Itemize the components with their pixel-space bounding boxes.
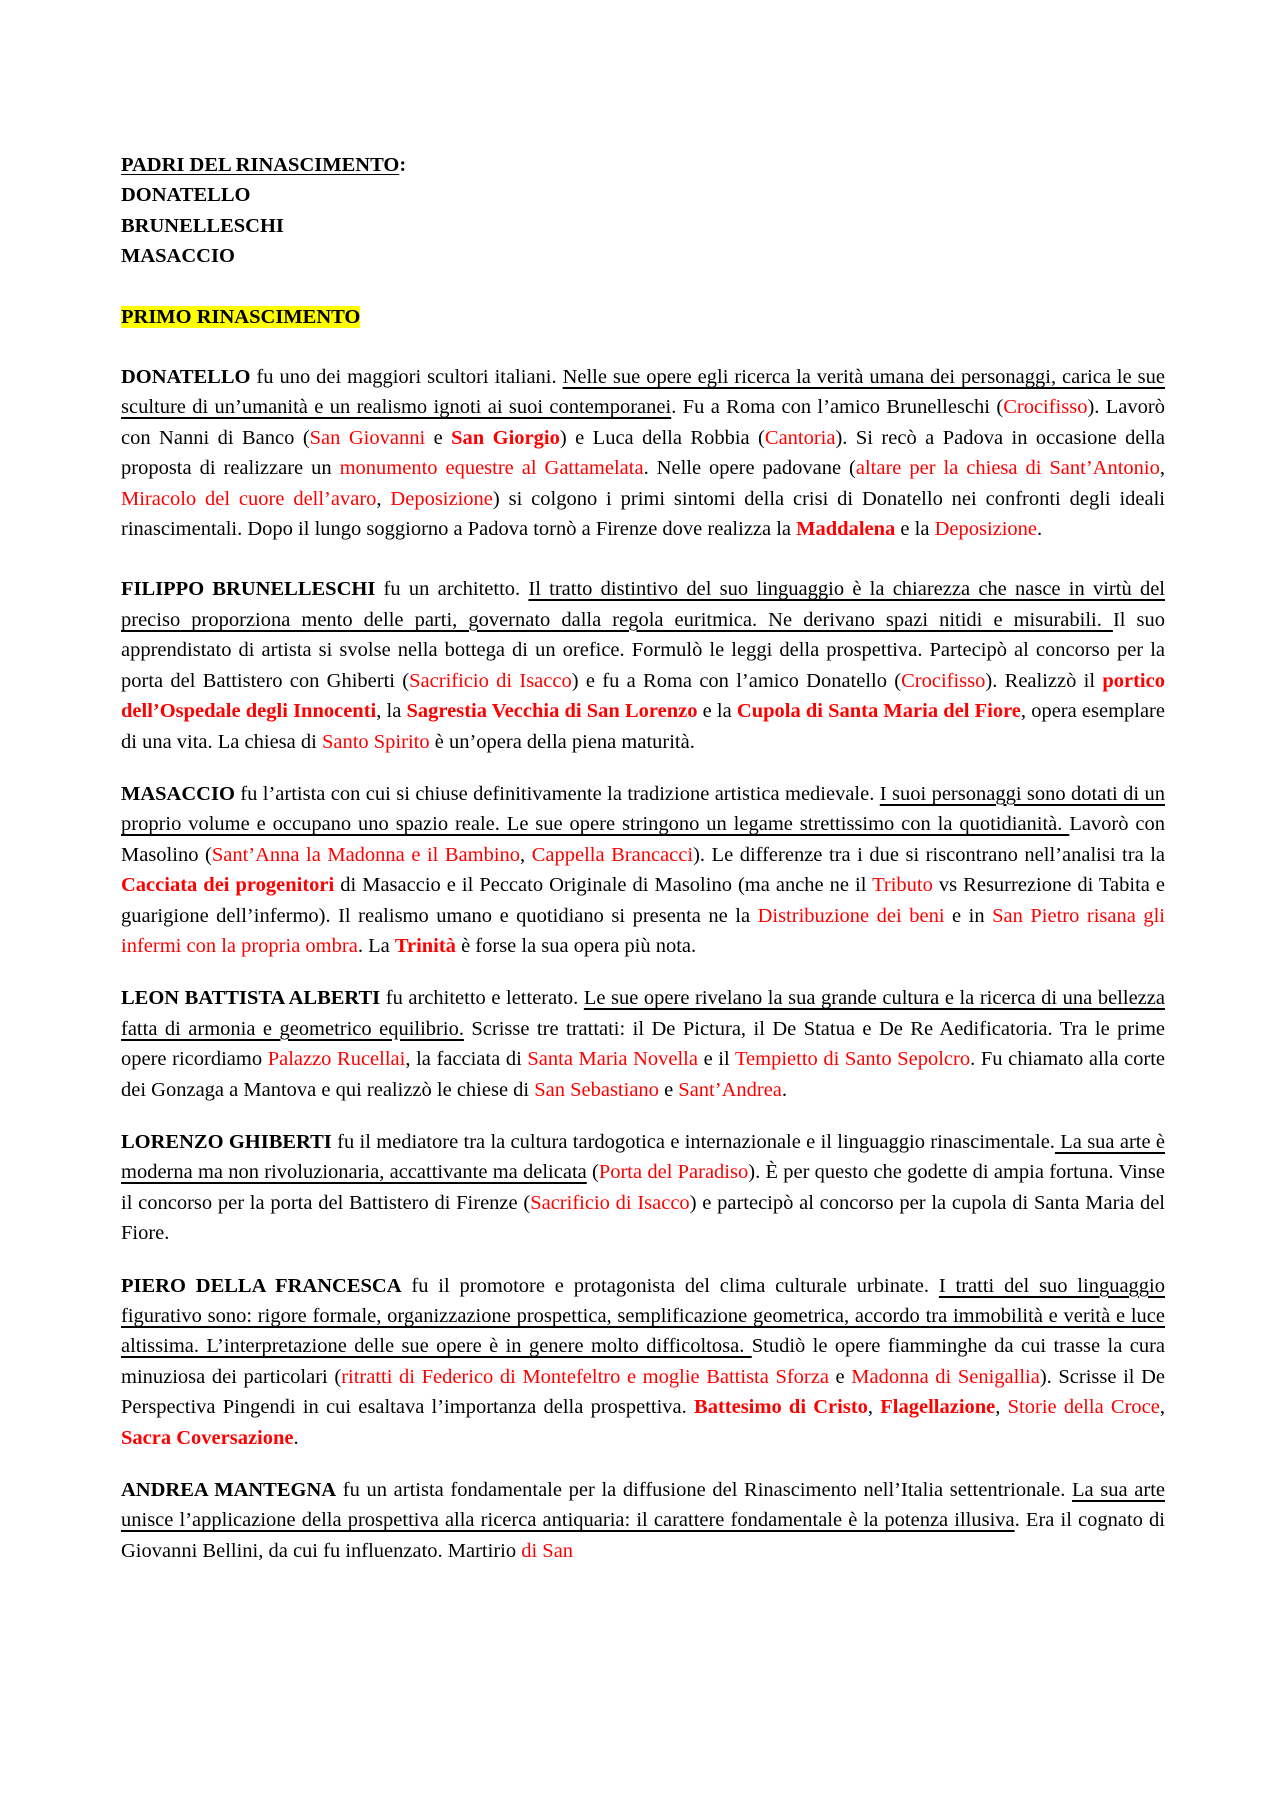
text-run: . La	[357, 934, 395, 957]
artwork-title: Trinità	[394, 934, 456, 957]
artwork-title: Cantoria	[764, 426, 836, 449]
artwork-title: Storie della Croce	[1007, 1396, 1160, 1419]
section-label	[121, 302, 1165, 332]
text-run: .	[781, 1078, 788, 1101]
artwork-title: San Giovanni	[309, 426, 426, 449]
text-run: ,	[376, 487, 391, 510]
artwork-title: Maddalena	[796, 518, 896, 541]
artwork-title: San Pietro risana gli infermi con la propria ombra	[121, 904, 1165, 957]
heading-name-donatello: DONATELLO	[121, 184, 251, 207]
artist-name: MASACCIO	[121, 782, 235, 805]
artwork-title: San Giorgio	[451, 426, 560, 449]
text-run: e in	[944, 904, 993, 927]
text-run: fu il promotore e protagonista del clima culturale urbinate.	[401, 1274, 939, 1297]
text-run: . Era il cognato di Giovanni Bellini, da cui fu influenzato. Martirio	[121, 1509, 1166, 1562]
artwork-title: Deposizione	[934, 518, 1038, 541]
artwork-title: Sacra Coversazione	[121, 1426, 294, 1449]
text-run: ,	[520, 843, 532, 866]
artwork-title: altare per la chiesa di Sant’Antonio	[855, 457, 1160, 480]
key-concept: Nelle sue opere egli ricerca la verità umana dei personaggi, carica le sue sculture di un’umanità e un realismo ignoti ai suoi contemporanei	[121, 366, 1165, 419]
artwork-title: di San	[521, 1539, 574, 1562]
document-title-colon: :	[399, 154, 407, 176]
text-run: Studiò le opere fiamminghe da cui trasse la cura minuziosa dei particolari (	[121, 1335, 1165, 1388]
artwork-title: Sant’Anna la Madonna e il Bambino	[211, 843, 521, 866]
artwork-title: Porta del Paradiso	[598, 1161, 749, 1184]
text-run: fu l’artista con cui si chiuse definitivamente la tradizione artistica medievale.	[234, 782, 880, 805]
key-concept: Le sue opere rivelano la sua grande cultura e la ricerca di una bellezza fatta di armonia e geometrico equilibrio.	[121, 987, 1165, 1040]
text-run: e la	[697, 700, 737, 723]
artwork-title: San Sebastiano	[534, 1078, 659, 1101]
key-concept: Il tratto distintivo del suo linguaggio è la chiarezza che nasce in virtù del preciso proporziona mento delle parti, governato dalla regola euritmica. Ne derivano spazi nitidi e misurabili.	[121, 578, 1165, 631]
text-run: . Fu a Roma con l’amico Brunelleschi (	[671, 396, 1004, 419]
artwork-title: Tempietto di Santo Sepolcro	[734, 1048, 971, 1071]
paragraph-donatello	[121, 362, 1165, 544]
artist-name: LEON BATTISTA ALBERTI	[121, 987, 381, 1010]
text-run: .	[293, 1426, 299, 1449]
text-run: Scrisse tre trattati: il De Pictura, il De Statua e De Re Aedificatoria. Tra le prime opere ricordiamo	[121, 1017, 1165, 1071]
artwork-title: Miracolo del cuore dell’avaro	[121, 487, 377, 510]
text-run: Il suo apprendistato di artista si svolse nella bottega di un orefice. Formulò le leggi della prospettiva. Partecipò al concorso per la porta del Battistero con Ghiberti (	[121, 608, 1166, 692]
artwork-title: Tributo	[872, 874, 933, 897]
section-label-highlight: PRIMO RINASCIMENTO	[121, 305, 361, 328]
text-run: è forse la sua opera più nota.	[455, 934, 697, 957]
text-run: ,	[995, 1396, 1008, 1419]
text-run: ). Realizzò il	[985, 669, 1103, 692]
text-run: fu il mediatore tra la cultura tardogotica e internazionale e il linguaggio rinascimentale.	[331, 1130, 1055, 1153]
text-run: e	[658, 1078, 679, 1101]
text-run: e	[425, 426, 452, 449]
text-run: ,	[1159, 457, 1165, 480]
text-run: . Nelle opere padovane (	[643, 457, 856, 480]
text-run: fu uno dei maggiori scultori italiani.	[250, 366, 563, 389]
paragraph-brunelleschi	[121, 574, 1165, 756]
artwork-title: Sacrificio di Isacco	[530, 1191, 690, 1214]
artist-name: PIERO DELLA FRANCESCA	[121, 1274, 402, 1297]
key-concept: I tratti del suo linguaggio figurativo sono: rigore formale, organizzazione prospettica, semplificazione geometrica, accordo tra immobilità e verità e luce altissima. L’interpretazione delle sue opere è in genere molto difficoltosa.	[121, 1274, 1165, 1358]
artwork-title: Santo Spirito	[321, 730, 430, 753]
heading-name-masaccio: MASACCIO	[121, 245, 235, 268]
text-run: ,	[867, 1396, 881, 1419]
text-run: e il	[697, 1048, 735, 1071]
artwork-title: Crocifisso	[1003, 396, 1088, 419]
paragraph-mantegna	[121, 1475, 1165, 1566]
artist-name: LORENZO GHIBERTI	[121, 1130, 332, 1153]
text-run: , opera esemplare di una vita. La chiesa di	[121, 700, 1165, 753]
document-title	[121, 150, 1165, 180]
key-concept: La sua arte unisce l’applicazione della prospettiva alla ricerca antiquaria: il carattere fondamentale è la potenza illusiva	[121, 1479, 1165, 1532]
text-run: fu un artista fondamentale per la diffusione del Rinascimento nell’Italia settentrionale.	[336, 1479, 1072, 1502]
artwork-title: Distribuzione dei beni	[757, 904, 945, 927]
text-run: , la	[376, 700, 407, 723]
text-run: (	[586, 1161, 599, 1184]
text-run: e la	[895, 518, 935, 541]
artwork-title: monumento equestre al Gattamelata	[339, 457, 644, 480]
artist-name: DONATELLO	[121, 366, 251, 389]
text-run: vs Resurrezione di Tabita e guarigione dell’infermo). Il realismo umano e quotidiano si presenta ne la	[121, 874, 1165, 927]
artwork-title: Cappella Brancacci	[531, 843, 694, 866]
text-run: fu un architetto.	[375, 578, 529, 601]
text-run: ). Scrisse il De Perspectiva Pingendi in cui esaltava l’importanza della prospettiva.	[121, 1365, 1165, 1419]
artwork-title: Santa Maria Novella	[527, 1048, 698, 1071]
paragraph-alberti	[121, 983, 1165, 1105]
text-run: ) e fu a Roma con l’amico Donatello (	[571, 669, 902, 692]
artwork-title: Battesimo di Cristo	[694, 1396, 868, 1419]
text-run: ). Si recò a Padova in occasione della proposta di realizzare un	[121, 426, 1166, 480]
text-run: .	[1037, 518, 1043, 541]
heading-name-brunelleschi: BRUNELLESCHI	[121, 214, 284, 237]
text-run: , la facciata di	[405, 1048, 528, 1071]
artwork-title: ritratti di Federico di Montefeltro e moglie Battista Sforza	[341, 1365, 829, 1388]
paragraph-masaccio	[121, 779, 1165, 961]
text-run: fu architetto e letterato.	[380, 987, 584, 1010]
artwork-title: Sagrestia Vecchia di San Lorenzo	[406, 700, 698, 723]
artwork-title: Flagellazione	[880, 1396, 996, 1419]
text-run: è un’opera della piena maturità.	[429, 730, 695, 753]
artist-name: FILIPPO BRUNELLESCHI	[121, 578, 376, 601]
text-run: Lavorò con Masolino (	[121, 813, 1166, 866]
artwork-title: Sant’Andrea	[678, 1078, 782, 1101]
text-run: ) e partecipò al concorso per la cupola di Santa Maria del Fiore.	[121, 1191, 1165, 1245]
text-run: e	[828, 1365, 852, 1388]
key-concept: La sua arte è moderna ma non rivoluzionaria, accattivante ma delicata	[121, 1130, 1165, 1184]
artist-name: ANDREA MANTEGNA	[121, 1479, 337, 1502]
artwork-title: Cacciata dei progenitori	[121, 874, 335, 897]
artwork-title: portico dell’Ospedale degli Innocenti	[121, 669, 1165, 723]
artwork-title: Sacrificio di Isacco	[409, 669, 572, 692]
text-run: ) e Luca della Robbia (	[559, 426, 765, 449]
text-run: . Fu chiamato alla corte dei Gonzaga a Mantova e qui realizzò le chiese di	[121, 1048, 1166, 1101]
text-run: ). Le differenze tra i due si riscontrano nell’analisi tra la	[693, 843, 1165, 866]
text-run: ). È per questo che godette di ampia fortuna. Vinse il concorso per la porta del Battistero di Firenze (	[121, 1161, 1166, 1214]
artwork-title: Cupola di Santa Maria del Fiore	[736, 700, 1021, 723]
text-run: di Masaccio e il Peccato Originale di Masolino (ma anche ne il	[334, 874, 873, 897]
text-run: ,	[1159, 1396, 1165, 1419]
artwork-title: Crocifisso	[901, 669, 986, 692]
document-title-text: PADRI DEL RINASCIMENTO	[121, 154, 400, 176]
artwork-title: Deposizione	[390, 487, 493, 510]
document-body	[121, 150, 1165, 1566]
artwork-title: Palazzo Rucellai	[267, 1048, 406, 1071]
key-concept: I suoi personaggi sono dotati di un proprio volume e occupano uno spazio reale. Le sue opere stringono un legame strettissimo con la quotidianità.	[121, 782, 1165, 836]
heading-block	[121, 150, 1165, 272]
text-run: ) si colgono i primi sintomi della crisi di Donatello nei confronti degli ideali rinascimentali. Dopo il lungo soggiorno a Padova tornò a Firenze dove realizza la	[121, 487, 1166, 541]
paragraph-ghiberti	[121, 1127, 1165, 1249]
text-run: ). Lavorò con Nanni di Banco (	[121, 396, 1165, 449]
paragraph-piero	[121, 1271, 1165, 1453]
artwork-title: Madonna di Senigallia	[851, 1365, 1040, 1388]
